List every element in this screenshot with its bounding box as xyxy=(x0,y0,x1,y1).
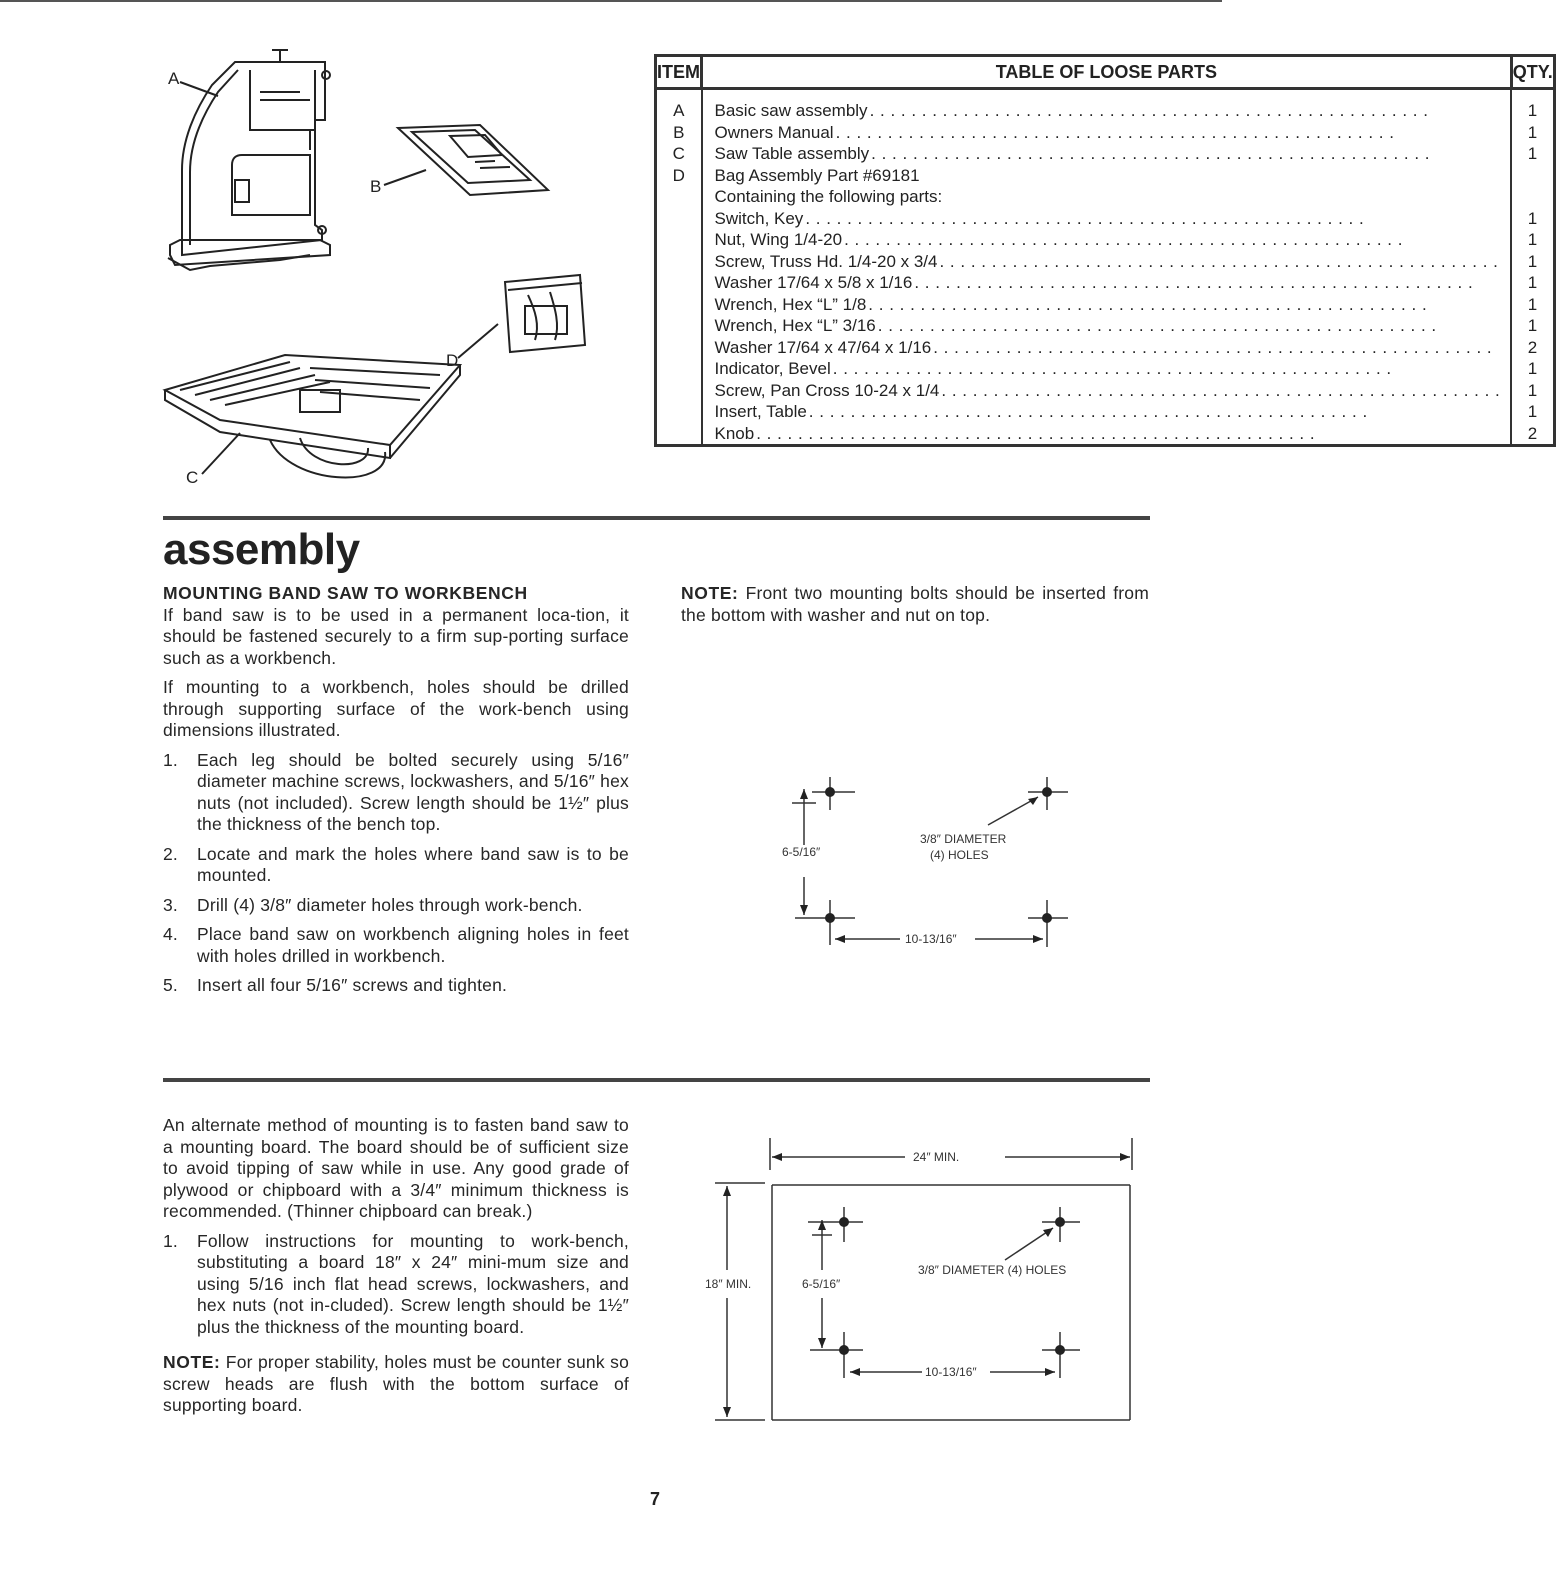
diagram2-width-dim: 24″ MIN. xyxy=(913,1150,960,1164)
mounting-step: 2. Locate and mark the holes where band saw is to be mounted. xyxy=(163,843,629,885)
top-border xyxy=(0,0,1222,2)
dot-leader xyxy=(868,294,1500,316)
diagram2-horizontal-dim: 10-13/16″ xyxy=(925,1365,977,1379)
part-quantity: 2 xyxy=(1527,423,1538,443)
table-title-header: TABLE OF LOOSE PARTS xyxy=(702,56,1512,89)
loose-parts-table xyxy=(654,54,1556,447)
mounting-step: 1. Each leg should be bolted securely using 5/16″ diameter machine screws, lockwashers, and 5/16″ hex nuts (not included). Screw length should be 1½″ plus the thickness of the bench top. xyxy=(163,749,629,834)
part-description: Owners Manual . . . xyxy=(715,122,1501,144)
diagram2-vertical-dim: 6-5/16″ xyxy=(802,1277,841,1291)
part-quantity xyxy=(1512,165,1553,187)
diagram1-vertical-dim: 6-5/16″ xyxy=(782,845,821,859)
qty-column-header: QTY. xyxy=(1511,56,1554,89)
mounting-heading: MOUNTING BAND SAW TO WORKBENCH xyxy=(163,583,528,603)
mounting-step: 3. Drill (4) 3/8″ diameter holes through work-bench. xyxy=(163,894,583,915)
dot-leader xyxy=(870,100,1501,122)
item-column-header: ITEM xyxy=(656,56,702,89)
part-description: Wrench, Hex “L” 1/8 . . . xyxy=(715,294,1501,316)
part-quantity: 1 xyxy=(1527,294,1538,314)
part-description: Nut, Wing 1/4-20 . . . xyxy=(715,229,1501,251)
callout-c: C xyxy=(186,468,199,487)
diagram2-height-dim: 18″ MIN. xyxy=(705,1277,752,1291)
item-letter: A xyxy=(673,101,685,120)
part-quantity: 2 xyxy=(1527,337,1538,357)
part-description: Insert, Table . . . xyxy=(715,401,1501,423)
part-quantity: 1 xyxy=(1527,101,1538,120)
owners-manual-drawing xyxy=(398,125,548,195)
part-quantity: 1 xyxy=(1527,251,1538,271)
note-text: Front two mounting bolts should be inserted from the bottom with washer and nut on top. xyxy=(681,583,1149,625)
dot-leader xyxy=(836,122,1501,144)
part-description: Saw Table assembly . . . xyxy=(715,143,1501,165)
part-quantity: 1 xyxy=(1527,380,1538,400)
loose-parts-illustration xyxy=(150,40,630,490)
dot-leader xyxy=(878,315,1501,337)
callout-b: B xyxy=(370,177,382,196)
part-description: Bag Assembly Part #69181 xyxy=(714,165,920,185)
part-description: Basic saw assembly . . . xyxy=(715,100,1501,122)
leader-d xyxy=(458,324,498,358)
alternate-step: 1. Follow instructions for mounting to work-bench, substituting a board 18″ x 24″ mini-mum size and using 5/16 inch flat head screws, lockwashers, and hex nuts (not in-cluded). Screw length should be 1½″ plus the thickness of the mounting board. xyxy=(163,1230,629,1337)
alternate-note xyxy=(163,1352,629,1417)
part-description: Containing the following parts: xyxy=(714,187,943,206)
diagram1-hole-label-2: (4) HOLES xyxy=(930,848,989,862)
leader-c xyxy=(202,433,240,474)
bag-assembly-drawing xyxy=(505,275,585,352)
workbench-hole-diagram xyxy=(770,765,1070,965)
part-descriptions-cell xyxy=(702,89,1512,446)
mounting-para-1: If band saw is to be used in a permanent loca-tion, it should be fastened securely to a firm sup-porting surface such as a workbench. xyxy=(163,604,629,668)
dot-leader xyxy=(833,358,1501,380)
mounting-board-diagram xyxy=(700,1130,1150,1430)
part-description: Indicator, Bevel . . . xyxy=(715,358,1501,380)
callout-a: A xyxy=(168,69,180,88)
part-quantity: 1 xyxy=(1527,208,1538,228)
dot-leader xyxy=(933,337,1500,359)
part-quantity: 1 xyxy=(1527,122,1538,142)
dot-leader xyxy=(756,423,1500,445)
mounting-note xyxy=(681,583,1149,626)
diagram1-horizontal-dim: 10-13/16″ xyxy=(905,932,957,946)
item-letter: C xyxy=(672,144,685,163)
part-description: Washer 17/64 x 5/8 x 1/16 . . . xyxy=(715,272,1501,294)
part-description: Screw, Pan Cross 10-24 x 1/4 . . . xyxy=(715,380,1501,402)
diagram1-hole-label-1: 3/8″ DIAMETER xyxy=(920,832,1007,846)
dot-leader xyxy=(844,229,1500,251)
part-quantity xyxy=(1512,186,1553,208)
part-quantity: 1 xyxy=(1527,359,1538,378)
note-label: NOTE: xyxy=(681,583,739,603)
note-label: NOTE: xyxy=(163,1352,221,1372)
note-text: For proper stability, holes must be counter sunk so screw heads are flush with the bottom surface of supporting board. xyxy=(163,1352,629,1415)
part-quantities-cell xyxy=(1511,89,1554,446)
part-quantity: 1 xyxy=(1527,144,1538,163)
dot-leader xyxy=(941,380,1500,402)
mounting-step: 4. Place band saw on workbench aligning holes in feet with holes drilled in workbench. xyxy=(163,924,629,966)
item-letters-cell xyxy=(656,89,702,446)
part-description: Screw, Truss Hd. 1/4-20 x 3/4 . . . xyxy=(715,251,1501,273)
part-quantity: 1 xyxy=(1527,230,1538,249)
section-title: assembly xyxy=(163,525,360,574)
saw-table-drawing xyxy=(165,355,460,477)
part-description: Switch, Key . . . xyxy=(715,208,1501,230)
part-quantity: 1 xyxy=(1527,402,1538,421)
part-description: Washer 17/64 x 47/64 x 1/16 . . . xyxy=(715,337,1501,359)
diagram2-hole-label: 3/8″ DIAMETER (4) HOLES xyxy=(918,1263,1067,1277)
item-letter: B xyxy=(673,122,685,142)
dot-leader xyxy=(939,251,1500,273)
part-quantity: 1 xyxy=(1527,316,1538,335)
part-description: Wrench, Hex “L” 3/16 . . . xyxy=(715,315,1501,337)
section-rule-top xyxy=(163,516,1150,520)
mounting-step: 5. Insert all four 5/16″ screws and tighten. xyxy=(163,975,508,995)
dot-leader xyxy=(809,401,1500,423)
callout-d: D xyxy=(446,351,459,370)
page-number: 7 xyxy=(650,1489,661,1509)
dot-leader xyxy=(914,272,1500,294)
mounting-para-2: If mounting to a workbench, holes should be drilled through supporting surface of the work-bench using dimensions illustrated. xyxy=(163,677,629,740)
part-description: Knob . . . xyxy=(715,423,1501,445)
part-quantity: 1 xyxy=(1527,273,1538,292)
alternate-para: An alternate method of mounting is to fasten band saw to a mounting board. The board should be of sufficient size to avoid tipping of saw while in use. Any good grade of plywood or chipboard with a 3/4″ minimum thickness is recommended. (Thinner chipboard can break.) xyxy=(163,1115,629,1221)
mounting-instructions xyxy=(163,583,629,997)
alternate-method xyxy=(163,1115,629,1417)
basic-saw-assembly-drawing xyxy=(168,50,330,270)
dot-leader xyxy=(871,143,1500,165)
leader-b xyxy=(384,170,426,185)
item-letter: D xyxy=(672,165,685,185)
section-rule-bottom xyxy=(163,1078,1150,1082)
dot-leader xyxy=(805,208,1500,230)
